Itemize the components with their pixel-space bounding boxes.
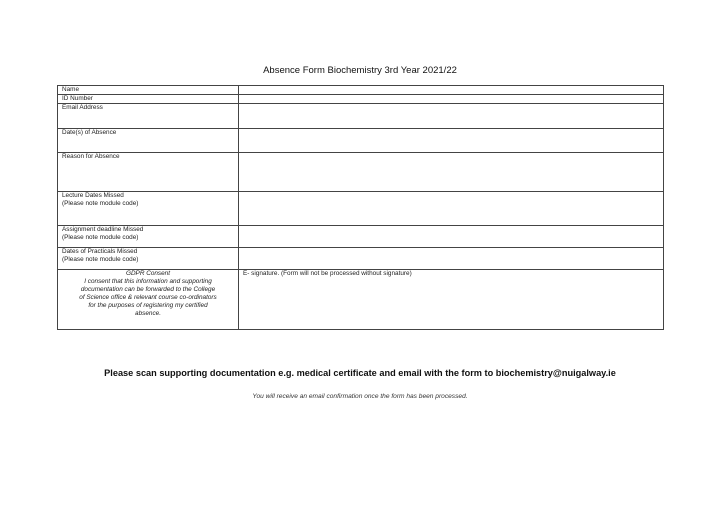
row-lecture-dates bbox=[58, 192, 664, 226]
row-id-number bbox=[58, 95, 664, 104]
row-practicals bbox=[58, 248, 664, 270]
reason-label: Reason for Absence bbox=[58, 153, 239, 192]
reason-field[interactable] bbox=[239, 153, 664, 192]
practicals-note: (Please note module code) bbox=[62, 256, 139, 263]
scan-instruction: Please scan supporting documentation e.g. medical certificate and email with the form to biochemistry@nuigalway.ie bbox=[104, 368, 616, 378]
lecture-dates-text: Lecture Dates Missed bbox=[62, 192, 124, 199]
name-label: Name bbox=[58, 86, 239, 95]
name-field[interactable] bbox=[239, 86, 664, 95]
email-label: Email Address bbox=[58, 104, 239, 129]
assignment-field[interactable] bbox=[239, 226, 664, 248]
form-title: Absence Form Biochemistry 3rd Year 2021/22 bbox=[263, 65, 457, 76]
assignment-text: Assignment deadline Missed bbox=[62, 226, 144, 233]
row-dates-absence bbox=[58, 129, 664, 153]
row-gdpr bbox=[58, 270, 664, 330]
e-signature-label: E- signature. (Form will not be processed without signature) bbox=[243, 270, 412, 277]
gdpr-line-4: for the purposes of registering my certified bbox=[88, 302, 208, 309]
dates-absence-label: Date(s) of Absence bbox=[58, 129, 239, 153]
row-name bbox=[58, 86, 664, 95]
row-reason bbox=[58, 153, 664, 192]
gdpr-line-2: documentation can be forwarded to the College bbox=[80, 286, 216, 293]
lecture-dates-note: (Please note module code) bbox=[62, 200, 139, 207]
confirmation-note: You will receive an email confirmation once the form has been processed. bbox=[252, 393, 468, 400]
row-email bbox=[58, 104, 664, 129]
lecture-dates-field[interactable] bbox=[239, 192, 664, 226]
gdpr-line-5: absence. bbox=[135, 310, 161, 317]
practicals-field[interactable] bbox=[239, 248, 664, 270]
gdpr-consent-text bbox=[58, 270, 239, 330]
gdpr-line-1: I consent that this information and supporting bbox=[84, 278, 212, 285]
id-number-label: ID Number bbox=[58, 95, 239, 104]
assignment-label bbox=[58, 226, 239, 248]
absence-form-table bbox=[57, 85, 664, 330]
id-number-field[interactable] bbox=[239, 95, 664, 104]
email-field[interactable] bbox=[239, 104, 664, 129]
e-signature-field[interactable] bbox=[239, 270, 664, 330]
row-assignment bbox=[58, 226, 664, 248]
assignment-note: (Please note module code) bbox=[62, 234, 139, 241]
gdpr-line-3: of Science office & relevant course co-ordinators bbox=[79, 294, 217, 301]
practicals-text: Dates of Practicals Missed bbox=[62, 248, 138, 255]
practicals-label bbox=[58, 248, 239, 270]
dates-absence-field[interactable] bbox=[239, 129, 664, 153]
gdpr-heading: GDPR Consent bbox=[125, 270, 171, 277]
lecture-dates-label bbox=[58, 192, 239, 226]
